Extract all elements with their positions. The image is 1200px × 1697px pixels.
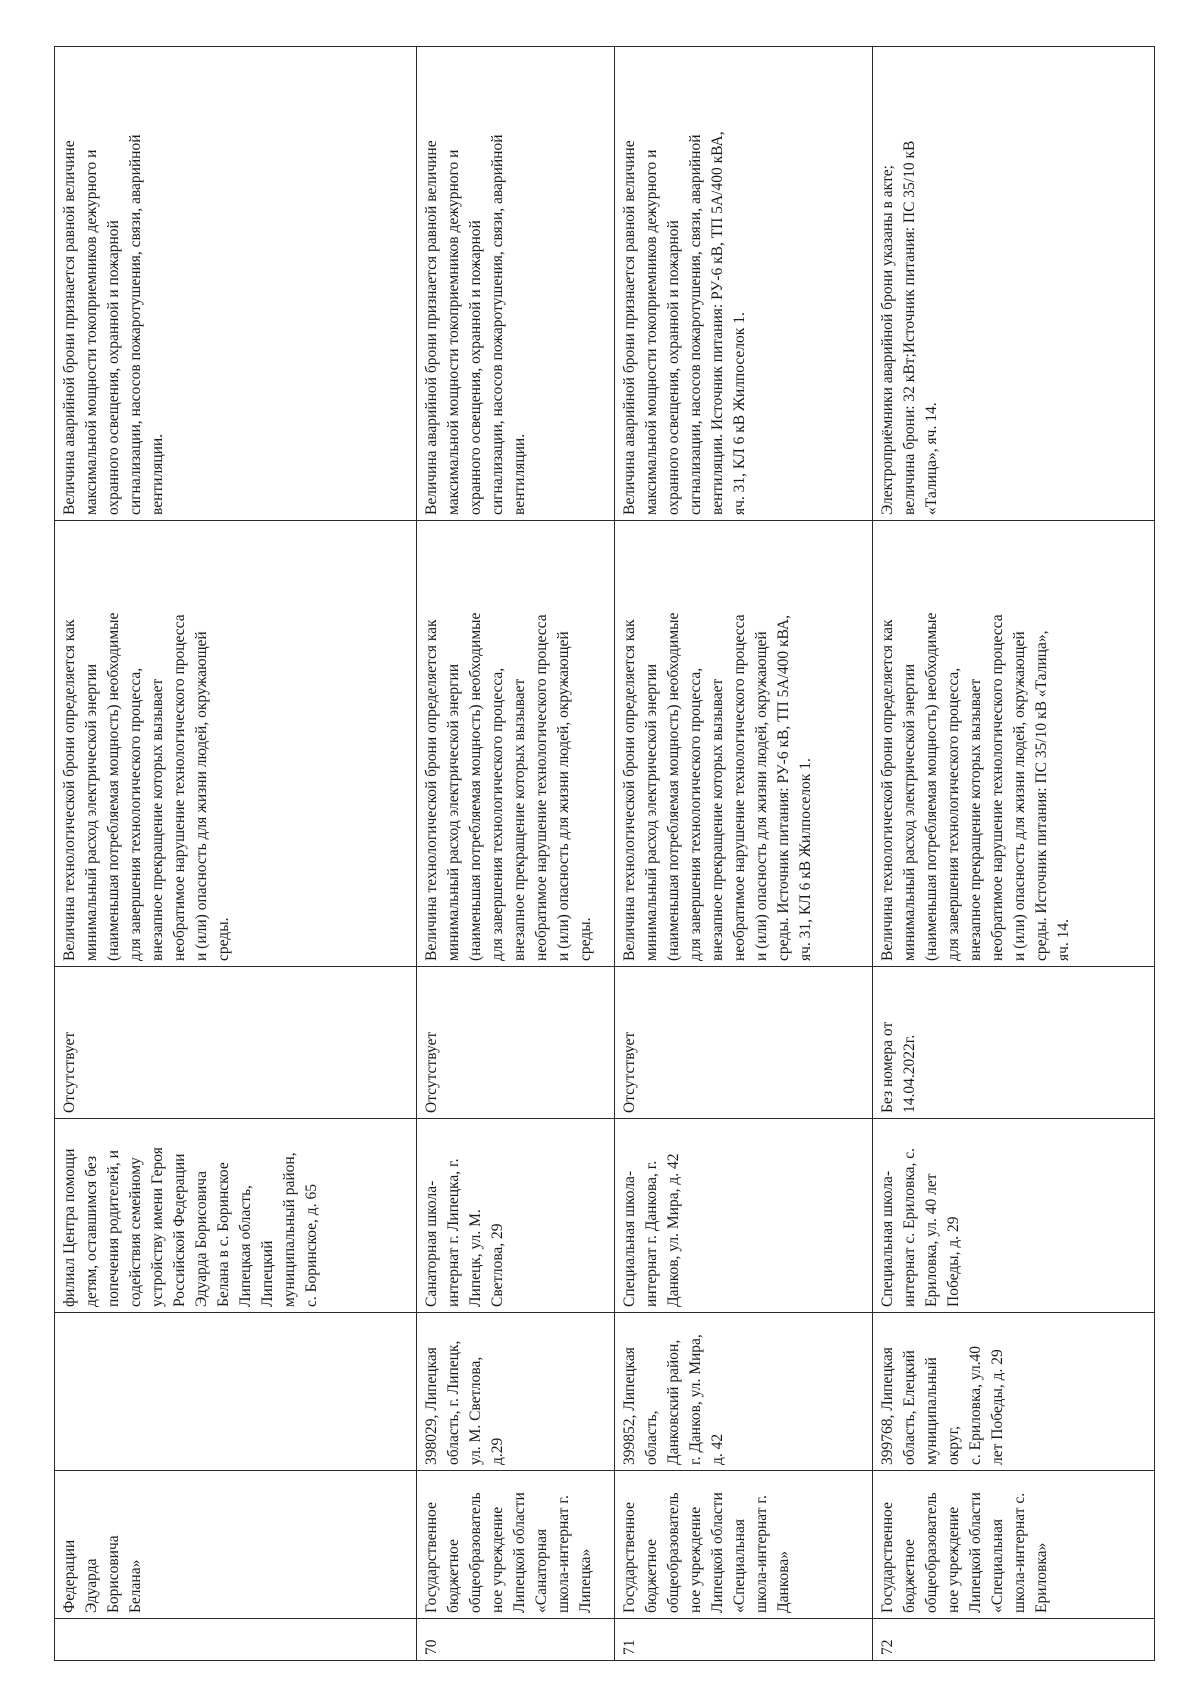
object-cell: филиал Центра помощи детям, оставшимся без попечения родителей, и содействия семейному устройству имени Героя Российской Федерации Эдуарда Борисовича Белана в с. Боринское Липецкая область, Липецкий муниципальный район, с. Боринское, д. 65 <box>55 1119 417 1313</box>
technological-reserve-cell: Величина технологической брони определяется как минимальный расход электрической энергии (наименьшая потребляемая мощность) необходимые для завершения технологического процесса, внезапное прекращение которых вызывает необратимое нарушение технологического процесса и (или) опасность для жизни людей, окружающей среды. <box>417 521 615 967</box>
organization-cell: Государственное бюджетное общеобразователь ное учреждение Липецкой области «Специальная школа-интернат с. Ериловка» <box>873 1471 1155 1619</box>
emergency-reserve-cell: Электроприёмники аварийной брони указаны в акте; величина брони: 32 кВт;Источник питания: ПС 35/10 кВ «Талица», яч. 14. <box>873 47 1155 521</box>
act-cell: Отсутствует <box>417 967 615 1119</box>
object-cell: Специальная школа- интернат г. Данкова, г. Данков, ул. Мира, д. 42 <box>615 1119 873 1313</box>
technological-reserve-cell: Величина технологической брони определяется как минимальный расход электрической энергии (наименьшая потребляемая мощность) необходимые для завершения технологического процесса, внезапное прекращение которых вызывает необратимое нарушение технологического процесса и (или) опасность для жизни людей, окружающей среды. Источник питания: ПС 35/10 кВ «Талица», яч. 14. <box>873 521 1155 967</box>
object-cell: Специальная школа- интернат с. Ериловка, с. Ериловка, ул. 40 лет Победы, д. 29 <box>873 1119 1155 1313</box>
row-number-cell: 70 <box>417 1619 615 1661</box>
address-cell: 399768, Липецкая область, Елецкий муниципальный округ, с. Ериловка, ул.40 лет Победы, д. 29 <box>873 1313 1155 1471</box>
technological-reserve-cell: Величина технологической брони определяется как минимальный расход электрической энергии (наименьшая потребляемая мощность) необходимые для завершения технологического процесса, внезапное прекращение которых вызывает необратимое нарушение технологического процесса и (или) опасность для жизни людей, окружающей среды. <box>55 521 417 967</box>
act-cell: Отсутствует <box>55 967 417 1119</box>
object-cell: Санаторная школа- интернат г. Липецка, г. Липецк, ул. М. Светлова, 29 <box>417 1119 615 1313</box>
act-cell: Без номера от 14.04.2022г. <box>873 967 1155 1119</box>
table-row <box>873 47 1155 1661</box>
power-reserve-table <box>54 46 1155 1661</box>
technological-reserve-cell: Величина технологической брони определяется как минимальный расход электрической энергии (наименьшая потребляемая мощность) необходимые для завершения технологического процесса, внезапное прекращение которых вызывает необратимое нарушение технологического процесса и (или) опасность для жизни людей, окружающей среды. Источник питания: РУ-6 кВ, ТП 5А/400 кВА, яч. 31, КЛ 6 кВ Жилпоселок 1. <box>615 521 873 967</box>
address-cell: 399852, Липецкая область, Данковский район, г. Данков, ул. Мира, д. 42 <box>615 1313 873 1471</box>
act-cell: Отсутствует <box>615 967 873 1119</box>
row-number-cell: 72 <box>873 1619 1155 1661</box>
table-row <box>55 47 417 1661</box>
emergency-reserve-cell: Величина аварийной брони признается равной величине максимальной мощности токоприемников дежурного и охранного освещения, охранной и пожарной сигнализации, насосов пожаротушения, связи, аварийной вентиляции. Источник питания: РУ-6 кВ, ТП 5А/400 кВА, яч. 31, КЛ 6 кВ Жилпоселок 1. <box>615 47 873 521</box>
row-number-cell: 71 <box>615 1619 873 1661</box>
organization-cell: Государственное бюджетное общеобразователь ное учреждение Липецкой области «Санаторная школа-интернат г. Липецка» <box>417 1471 615 1619</box>
address-cell: 398029, Липецкая область, г. Липецк, ул. М. Светлова, д.29 <box>417 1313 615 1471</box>
row-number-cell <box>55 1619 417 1661</box>
address-cell <box>55 1313 417 1471</box>
table-row <box>615 47 873 1661</box>
organization-cell: Государственное бюджетное общеобразователь ное учреждение Липецкой области «Специальная школа-интернат г. Данкова» <box>615 1471 873 1619</box>
emergency-reserve-cell: Величина аварийной брони признается равной величине максимальной мощности токоприемников дежурного и охранного освещения, охранной и пожарной сигнализации, насосов пожаротушения, связи, аварийной вентиляции. <box>55 47 417 521</box>
emergency-reserve-cell: Величина аварийной брони признается равной величине максимальной мощности токоприемников дежурного и охранного освещения, охранной и пожарной сигнализации, насосов пожаротушения, связи, аварийной вентиляции. <box>417 47 615 521</box>
table-row <box>417 47 615 1661</box>
organization-cell: Федерации Эдуарда Борисовича Белана» <box>55 1471 417 1619</box>
